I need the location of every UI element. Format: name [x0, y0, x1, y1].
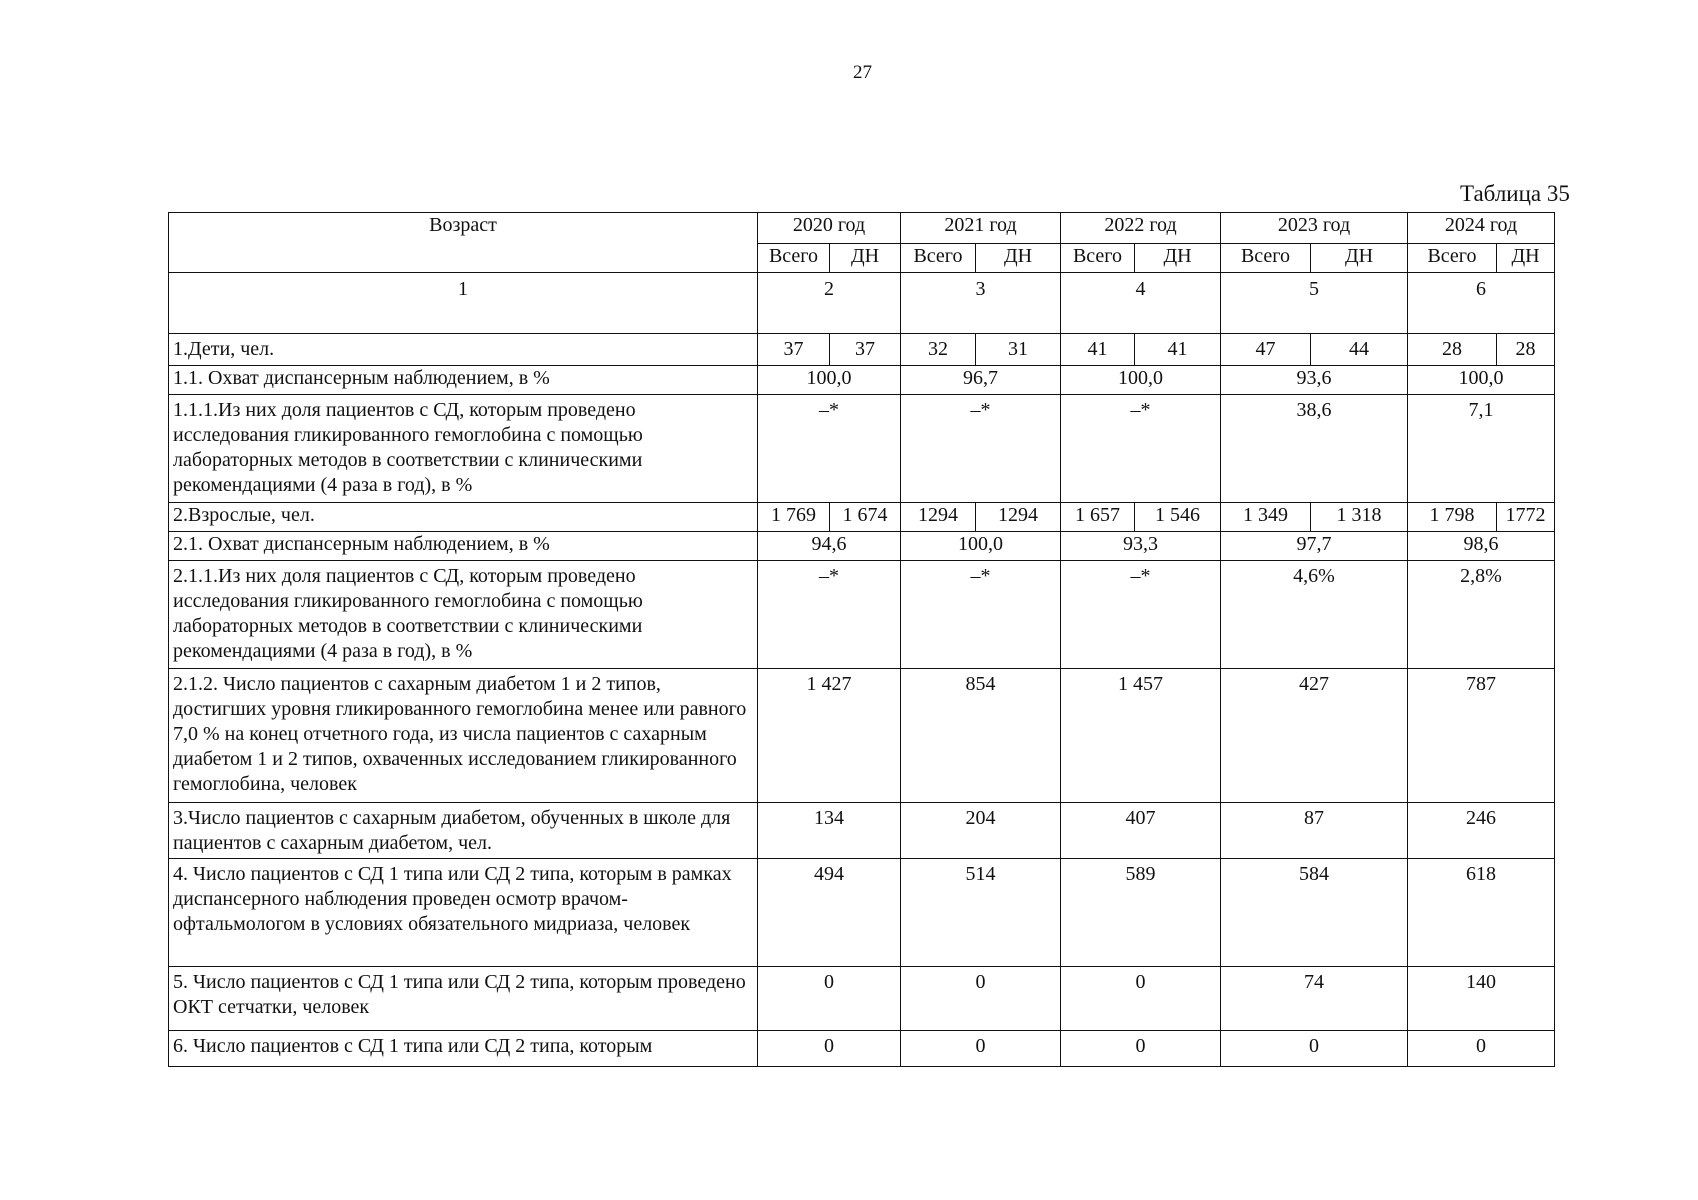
header-dn: ДН: [1135, 244, 1221, 273]
cell-value: 1294: [901, 503, 976, 532]
cell-value: 96,7: [901, 366, 1061, 395]
header-total: Всего: [1408, 244, 1497, 273]
cell-value: –*: [758, 395, 901, 503]
header-year: 2021 год: [901, 213, 1061, 244]
cell-value: 0: [1408, 1031, 1555, 1067]
cell-value: 589: [1061, 859, 1221, 967]
cell-value: 1 674: [830, 503, 901, 532]
cell-value: 7,1: [1408, 395, 1555, 503]
cell-value: 2,8%: [1408, 561, 1555, 669]
header-year: 2024 год: [1408, 213, 1555, 244]
cell-value: 74: [1221, 967, 1408, 1031]
cell-value: 1 318: [1311, 503, 1408, 532]
cell-value: 1 798: [1408, 503, 1497, 532]
cell-value: 0: [758, 1031, 901, 1067]
cell-value: –*: [901, 561, 1061, 669]
cell-value: 93,3: [1061, 532, 1221, 561]
cell-value: 514: [901, 859, 1061, 967]
cell-value: 28: [1497, 334, 1555, 366]
cell-value: 93,6: [1221, 366, 1408, 395]
table-row: [169, 561, 1555, 669]
diabetes-statistics-table: [168, 212, 1555, 1067]
header-total: Всего: [1061, 244, 1135, 273]
table-row: [169, 503, 1555, 532]
header-dn: ДН: [1497, 244, 1555, 273]
cell-value: 32: [901, 334, 976, 366]
cell-value: 140: [1408, 967, 1555, 1031]
cell-value: 100,0: [901, 532, 1061, 561]
cell-value: 494: [758, 859, 901, 967]
row-label: 1.1.1.Из них доля пациентов с СД, которым проведено исследования гликированного гемоглобина с помощью лабораторных методов в соответствии с клиническими рекомендациями (4 раза в год), в %: [169, 395, 758, 503]
cell-value: 854: [901, 669, 1061, 803]
table-row: [169, 967, 1555, 1031]
cell-value: 0: [901, 1031, 1061, 1067]
cell-value: 97,7: [1221, 532, 1408, 561]
header-dn: ДН: [976, 244, 1061, 273]
cell-value: 204: [901, 803, 1061, 859]
row-label: 6. Число пациентов с СД 1 типа или СД 2 типа, которым: [169, 1031, 758, 1067]
cell-value: –*: [1061, 561, 1221, 669]
cell-value: 41: [1135, 334, 1221, 366]
cell-value: 28: [1408, 334, 1497, 366]
row-label: 4. Число пациентов с СД 1 типа или СД 2 типа, которым в рамках диспансерного наблюдения проведен осмотр врачом-офтальмологом в условиях обязательного мидриаза, человек: [169, 859, 758, 967]
header-total: Всего: [1221, 244, 1311, 273]
column-number: 3: [901, 273, 1061, 334]
cell-value: 787: [1408, 669, 1555, 803]
table-row: [169, 669, 1555, 803]
column-number: 1: [169, 273, 758, 334]
row-label: 1.Дети, чел.: [169, 334, 758, 366]
cell-value: 31: [976, 334, 1061, 366]
row-label: 2.Взрослые, чел.: [169, 503, 758, 532]
cell-value: 37: [758, 334, 830, 366]
column-number: 2: [758, 273, 901, 334]
cell-value: 47: [1221, 334, 1311, 366]
cell-value: 0: [901, 967, 1061, 1031]
column-number: 6: [1408, 273, 1555, 334]
table-row: [169, 366, 1555, 395]
row-label: 2.1.1.Из них доля пациентов с СД, которым проведено исследования гликированного гемоглобина с помощью лабораторных методов в соответствии с клиническими рекомендациями (4 раза в год), в %: [169, 561, 758, 669]
table-row: [169, 532, 1555, 561]
cell-value: 98,6: [1408, 532, 1555, 561]
row-label: 5. Число пациентов с СД 1 типа или СД 2 типа, которым проведено ОКТ сетчатки, человек: [169, 967, 758, 1031]
cell-value: 1 657: [1061, 503, 1135, 532]
cell-value: 1 546: [1135, 503, 1221, 532]
cell-value: 1294: [976, 503, 1061, 532]
cell-value: 584: [1221, 859, 1408, 967]
cell-value: 100,0: [758, 366, 901, 395]
cell-value: 618: [1408, 859, 1555, 967]
cell-value: 1 457: [1061, 669, 1221, 803]
row-label: 2.1.2. Число пациентов с сахарным диабетом 1 и 2 типов, достигших уровня гликированного гемоглобина менее или равного 7,0 % на конец отчетного года, из числа пациентов с сахарным диабетом 1 и 2 типов, охваченных исследованием гликированного гемоглобина, человек: [169, 669, 758, 803]
column-number: 4: [1061, 273, 1221, 334]
cell-value: 0: [758, 967, 901, 1031]
table-row: [169, 395, 1555, 503]
cell-value: 0: [1221, 1031, 1408, 1067]
cell-value: 87: [1221, 803, 1408, 859]
cell-value: 37: [830, 334, 901, 366]
cell-value: 38,6: [1221, 395, 1408, 503]
cell-value: 1772: [1497, 503, 1555, 532]
cell-value: 100,0: [1061, 366, 1221, 395]
cell-value: –*: [901, 395, 1061, 503]
cell-value: 134: [758, 803, 901, 859]
column-number: 5: [1221, 273, 1408, 334]
cell-value: 44: [1311, 334, 1408, 366]
header-year: 2020 год: [758, 213, 901, 244]
row-label: 1.1. Охват диспансерным наблюдением, в %: [169, 366, 758, 395]
header-year: 2022 год: [1061, 213, 1221, 244]
column-numbers-row: [169, 273, 1555, 334]
header-total: Всего: [758, 244, 830, 273]
header-age: Возраст: [169, 213, 758, 273]
header-dn: ДН: [1311, 244, 1408, 273]
header-dn: ДН: [830, 244, 901, 273]
table-row: [169, 803, 1555, 859]
cell-value: 41: [1061, 334, 1135, 366]
cell-value: 1 349: [1221, 503, 1311, 532]
table-caption: Таблица 35: [1460, 181, 1570, 206]
cell-value: 100,0: [1408, 366, 1555, 395]
cell-value: –*: [1061, 395, 1221, 503]
cell-value: 427: [1221, 669, 1408, 803]
table-row: [169, 334, 1555, 366]
row-label: 3.Число пациентов с сахарным диабетом, обученных в школе для пациентов с сахарным диабетом, чел.: [169, 803, 758, 859]
header-years-row: [169, 213, 1555, 244]
row-label: 2.1. Охват диспансерным наблюдением, в %: [169, 532, 758, 561]
cell-value: 246: [1408, 803, 1555, 859]
cell-value: 4,6%: [1221, 561, 1408, 669]
header-year: 2023 год: [1221, 213, 1408, 244]
cell-value: 0: [1061, 967, 1221, 1031]
page-number: 27: [853, 62, 872, 83]
cell-value: –*: [758, 561, 901, 669]
header-total: Всего: [901, 244, 976, 273]
table-row: [169, 1031, 1555, 1067]
cell-value: 1 427: [758, 669, 901, 803]
cell-value: 1 769: [758, 503, 830, 532]
cell-value: 407: [1061, 803, 1221, 859]
cell-value: 0: [1061, 1031, 1221, 1067]
table-row: [169, 859, 1555, 967]
cell-value: 94,6: [758, 532, 901, 561]
